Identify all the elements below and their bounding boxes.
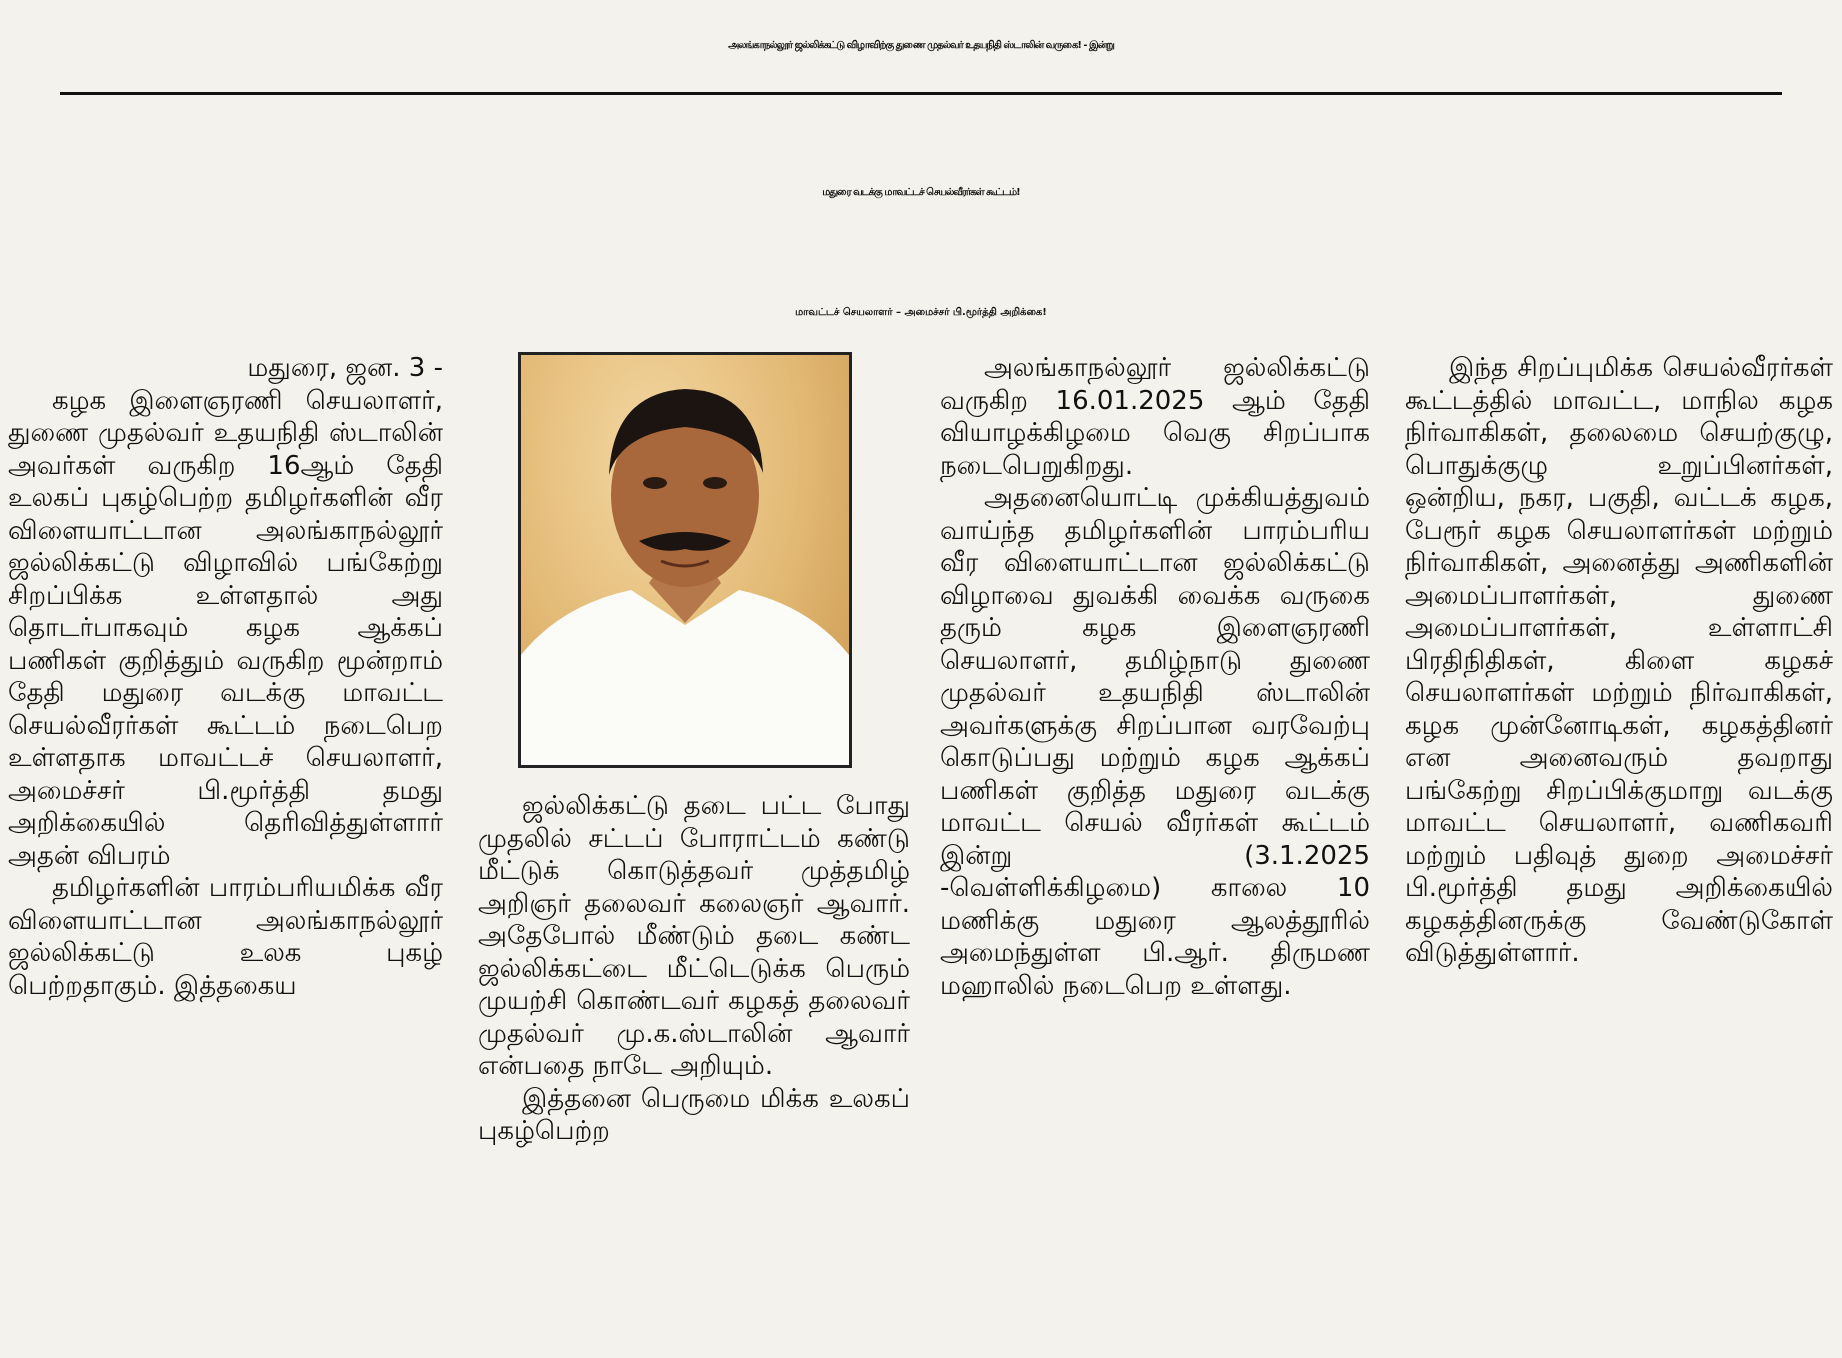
dateline: மதுரை, ஜன. 3 - xyxy=(247,353,443,383)
paragraph: ஜல்லிக்கட்டு தடை பட்ட போது முதலில் சட்டப் போராட்டம் கண்டு மீட்டுக் கொடுத்தவர் முத்தமிழ் அறிஞர் தலைவர் கலைஞர் ஆவார். அதேபோல் மீண்டும் தடை கண்ட ஜல்லிக்கட்டை மீட்டெடுக்க பெரும் முயற்சி கொண்டவர் கழகத் தலைவர் முதல்வர் மு.க.ஸ்டாலின் ஆவார் என்பதை நாடே அறியும். xyxy=(478,791,910,1081)
paragraph: கழக இளைஞரணி செயலாளர், துணை முதல்வர் உதயநிதி ஸ்டாலின் அவர்கள் வருகிற 16ஆம் தேதி உலகப் புகழ்பெற்ற தமிழர்களின் வீர விளையாட்டான அலங்காநல்லூர் ஜல்லிக்கட்டு விழாவில் பங்கேற்று சிறப்பிக்க உள்ளதால் அது தொடர்பாகவும் கழக ஆக்கப் பணிகள் குறித்தும் வருகிற மூன்றாம் தேதி மதுரை வடக்கு மாவட்ட செயல்வீரர்கள் கூட்டம் நடைபெற உள்ளதாக மாவட்டச் செயலாளர், அமைச்சர் பி.மூர்த்தி தமது அறிக்கையில் தெரிவித்துள்ளார் அதன் விபரம் xyxy=(8,385,443,871)
article-column-1 xyxy=(8,352,443,1002)
portrait-illustration xyxy=(521,355,849,765)
paragraph: அதனையொட்டி முக்கியத்துவம் வாய்ந்த தமிழர்களின் பாரம்பரிய வீர விளையாட்டான ஜல்லிக்கட்டு விழாவை துவக்கி வைக்க வருகை தரும் கழக இளைஞரணி செயலாளர், தமிழ்நாடு துணை முதல்வர் உதயநிதி ஸ்டாலின் அவர்களுக்கு சிறப்பான வரவேற்பு கொடுப்பது மற்றும் கழக ஆக்கப் பணிகள் குறித்த மதுரை வடக்கு மாவட்ட செயல் வீரர்கள் கூட்டம் இன்று (3.1.2025 -வெள்ளிக்கிழமை) காலை 10 மணிக்கு மதுரை ஆலத்தூரில் அமைந்துள்ள பி.ஆர். திருமண மஹாலில் நடைபெற உள்ளது. xyxy=(940,483,1370,1001)
sub-headline: மாவட்டச் செயலாளர் – அமைச்சர் பி.மூர்த்தி அறிக்கை! xyxy=(795,307,1047,318)
kicker-headline: அலங்காநல்லூர் ஜல்லிக்கட்டு விழாவிற்கு துணை முதல்வர் உதயநிதி ஸ்டாலின் வருகை! - இன்று xyxy=(728,40,1114,51)
main-headline: மதுரை வடக்கு மாவட்டச் செயல்வீரர்கள் கூட்டம்! xyxy=(822,187,1020,198)
paragraph: இத்தனை பெருமை மிக்க உலகப் புகழ்பெற்ற xyxy=(478,1083,910,1146)
article-column-3 xyxy=(940,352,1370,1002)
article-column-2 xyxy=(478,790,910,1148)
paragraph: அலங்காநல்லூர் ஜல்லிக்கட்டு வருகிற 16.01.2025 ஆம் தேதி வியாழக்கிழமை வெகு சிறப்பாக நடைபெறுகிறது. xyxy=(940,353,1370,481)
portrait-photo xyxy=(518,352,852,768)
kicker-divider xyxy=(60,92,1782,95)
paragraph: இந்த சிறப்புமிக்க செயல்வீரர்கள் கூட்டத்தில் மாவட்ட, மாநில கழக நிர்வாகிகள், தலைமை செயற்குழு, பொதுக்குழு உறுப்பினர்கள், ஒன்றிய, நகர, பகுதி, வட்டக் கழக, பேரூர் கழக செயலாளர்கள் மற்றும் நிர்வாகிகள், அனைத்து அணிகளின் அமைப்பாளர்கள், துணை அமைப்பாளர்கள், உள்ளாட்சி பிரதிநிதிகள், கிளை கழகச் செயலாளர்கள் மற்றும் நிர்வாகிகள், கழக முன்னோடிகள், கழகத்தினர் என அனைவரும் தவறாது பங்கேற்று சிறப்பிக்குமாறு வடக்கு மாவட்ட செயலாளர், வணிகவரி மற்றும் பதிவுத் துறை அமைச்சர் பி.மூர்த்தி தமது அறிக்கையில் கழகத்தினருக்கு வேண்டுகோள் விடுத்துள்ளார். xyxy=(1405,353,1833,968)
paragraph: தமிழர்களின் பாரம்பரியமிக்க வீர விளையாட்டான அலங்காநல்லூர் ஜல்லிக்கட்டு உலக புகழ் பெற்றதாகும். இத்தகைய xyxy=(8,873,443,1001)
article-column-4 xyxy=(1405,352,1833,970)
